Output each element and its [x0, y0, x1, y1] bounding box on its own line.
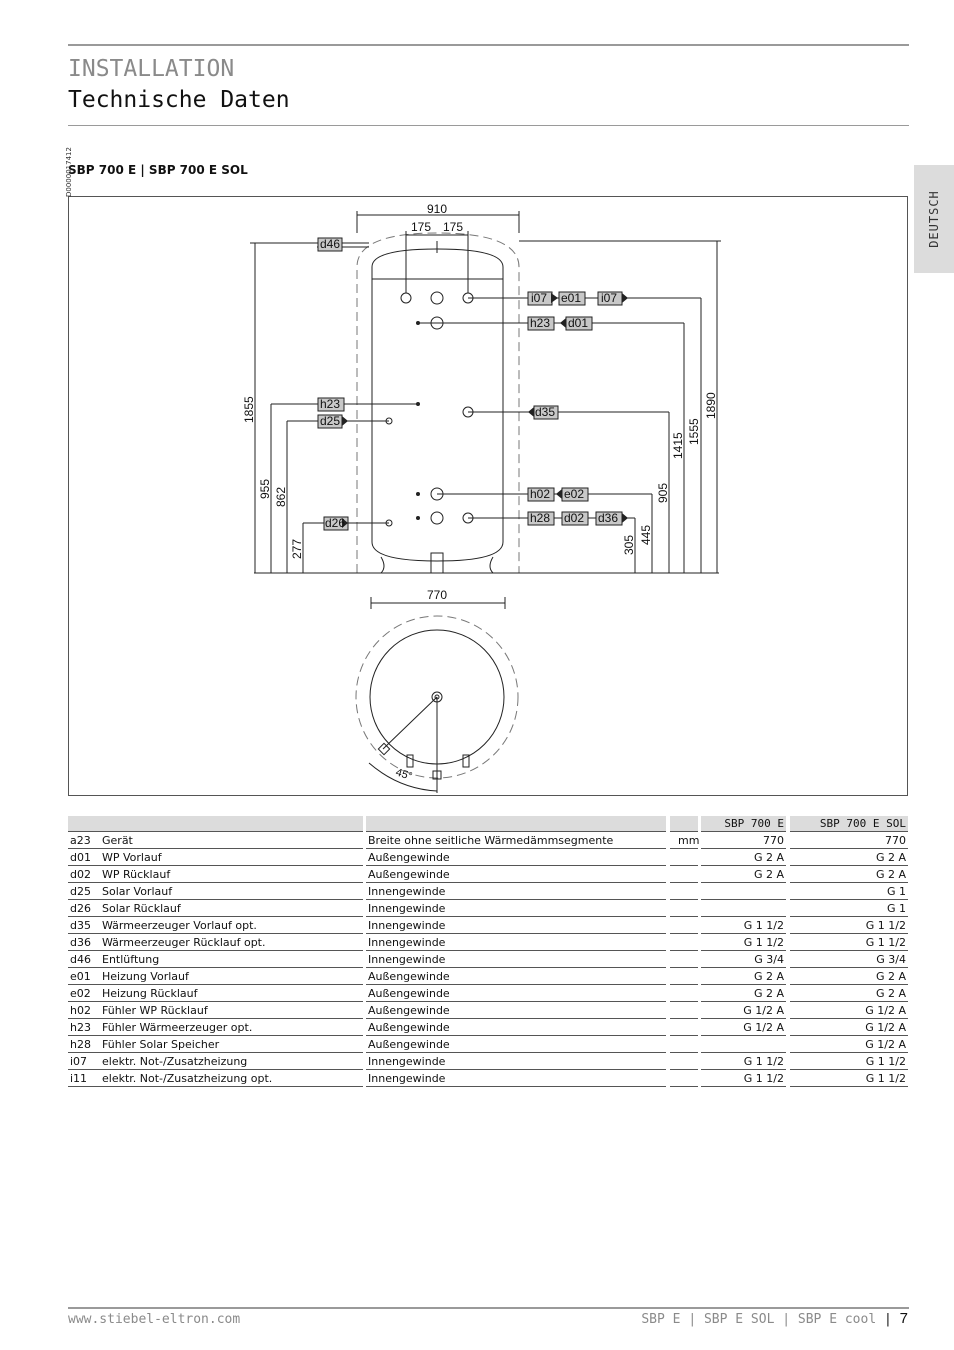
- table-row: [68, 884, 908, 901]
- section-heading: INSTALLATION: [68, 56, 235, 82]
- row-value-e: G 1/2 A: [701, 1003, 786, 1019]
- header-col-e: SBP 700 E: [701, 816, 786, 832]
- row-description: Innengewinde: [366, 918, 666, 934]
- row-unit: [670, 884, 698, 900]
- row-name: WP Vorlauf: [100, 850, 363, 866]
- row-unit: [670, 935, 698, 951]
- row-value-e: G 1 1/2: [701, 1054, 786, 1070]
- row-name: Wärmeerzeuger Vorlauf opt.: [100, 918, 363, 934]
- dim-277: 277: [290, 538, 304, 559]
- label-e01: e01: [561, 291, 582, 305]
- row-value-e: G 2 A: [701, 867, 786, 883]
- row-value-sol: G 1 1/2: [790, 1071, 908, 1087]
- label-d25: d25: [320, 414, 341, 428]
- row-name: Wärmeerzeuger Rücklauf opt.: [100, 935, 363, 951]
- dim-910: 910: [427, 202, 448, 216]
- row-code: d36: [68, 935, 100, 951]
- table-row: [68, 1020, 908, 1037]
- label-i07-a: i07: [531, 291, 548, 305]
- row-code: e01: [68, 969, 100, 985]
- dim-1415: 1415: [671, 432, 685, 459]
- page-title: Technische Daten: [68, 87, 290, 113]
- row-value-e: 770: [701, 833, 786, 849]
- dim-305: 305: [622, 534, 636, 555]
- row-code: e02: [68, 986, 100, 1002]
- row-name: Heizung Vorlauf: [100, 969, 363, 985]
- row-unit: mm: [670, 833, 698, 849]
- row-code: d26: [68, 901, 100, 917]
- row-code: a23: [68, 833, 100, 849]
- row-value-sol: G 1 1/2: [790, 935, 908, 951]
- table-row: [68, 850, 908, 867]
- header-blank-1: [68, 816, 363, 832]
- row-code: i11: [68, 1071, 100, 1087]
- row-unit: [670, 952, 698, 968]
- connection-circles: [386, 292, 473, 526]
- row-value-sol: G 1: [790, 901, 908, 917]
- row-description: Außengewinde: [366, 850, 666, 866]
- row-description: Außengewinde: [366, 969, 666, 985]
- row-code: d35: [68, 918, 100, 934]
- row-unit: [670, 1037, 698, 1053]
- row-value-e: G 1 1/2: [701, 1071, 786, 1087]
- label-d26: d26: [325, 516, 346, 530]
- label-h02: h02: [530, 487, 551, 501]
- row-value-sol: 770: [790, 833, 908, 849]
- dim-175-a: 175: [411, 220, 432, 234]
- row-value-e: G 1 1/2: [701, 918, 786, 934]
- dim-175-b: 175: [443, 220, 464, 234]
- header-bottom-rule: [68, 125, 909, 126]
- table-row: [68, 833, 908, 850]
- row-unit: [670, 986, 698, 1002]
- label-d46: d46: [320, 237, 341, 251]
- row-description: Außengewinde: [366, 1037, 666, 1053]
- row-name: Heizung Rücklauf: [100, 986, 363, 1002]
- row-value-sol: G 2 A: [790, 969, 908, 985]
- row-name: WP Rücklauf: [100, 867, 363, 883]
- row-name: Solar Vorlauf: [100, 884, 363, 900]
- label-d36: d36: [598, 511, 619, 525]
- label-d35: d35: [535, 405, 556, 419]
- row-value-sol: G 2 A: [790, 867, 908, 883]
- model-heading: SBP 700 E | SBP 700 E SOL: [68, 163, 248, 177]
- row-value-sol: G 2 A: [790, 986, 908, 1002]
- row-name: Fühler WP Rücklauf: [100, 1003, 363, 1019]
- row-unit: [670, 1054, 698, 1070]
- row-value-sol: G 1/2 A: [790, 1003, 908, 1019]
- row-code: d25: [68, 884, 100, 900]
- row-value-e: [701, 884, 786, 900]
- row-description: Außengewinde: [366, 1020, 666, 1036]
- row-name: elektr. Not-/Zusatzheizung: [100, 1054, 363, 1070]
- table-row: [68, 1003, 908, 1020]
- row-value-sol: G 3/4: [790, 952, 908, 968]
- table-row: [68, 901, 908, 918]
- spec-table: [68, 816, 908, 1088]
- table-row: [68, 952, 908, 969]
- row-description: Innengewinde: [366, 884, 666, 900]
- row-unit: [670, 867, 698, 883]
- row-name: Fühler Solar Speicher: [100, 1037, 363, 1053]
- row-name: Fühler Wärmeerzeuger opt.: [100, 1020, 363, 1036]
- dim-1890: 1890: [704, 392, 718, 419]
- footer-models: [641, 1310, 908, 1327]
- dim-862: 862: [274, 486, 288, 507]
- row-description: Außengewinde: [366, 1003, 666, 1019]
- dim-955: 955: [258, 478, 272, 499]
- tank-feet: [381, 553, 493, 573]
- row-value-e: G 2 A: [701, 969, 786, 985]
- header-col-sol: SBP 700 E SOL: [790, 816, 908, 832]
- table-row: [68, 1054, 908, 1071]
- row-description: Außengewinde: [366, 986, 666, 1002]
- dim-1555: 1555: [687, 418, 701, 445]
- label-i07-b: i07: [601, 291, 618, 305]
- footer-url: www.stiebel-eltron.com: [68, 1312, 241, 1327]
- header-blank-3: [670, 816, 698, 832]
- row-value-e: G 1 1/2: [701, 935, 786, 951]
- dim-445: 445: [639, 524, 653, 545]
- row-value-sol: G 1/2 A: [790, 1020, 908, 1036]
- table-header: [68, 816, 908, 833]
- label-d02: d02: [564, 511, 585, 525]
- footer-model-list: SBP E | SBP E SOL | SBP E cool: [641, 1312, 877, 1327]
- table-row: [68, 1071, 908, 1088]
- row-value-e: [701, 1037, 786, 1053]
- row-unit: [670, 1020, 698, 1036]
- row-unit: [670, 901, 698, 917]
- language-tab: [914, 165, 954, 273]
- label-h28: h28: [530, 511, 551, 525]
- sensor-dots: [416, 321, 420, 520]
- table-row: [68, 918, 908, 935]
- row-code: h23: [68, 1020, 100, 1036]
- row-description: Innengewinde: [366, 1071, 666, 1087]
- row-description: Innengewinde: [366, 1054, 666, 1070]
- row-code: h28: [68, 1037, 100, 1053]
- row-code: d02: [68, 867, 100, 883]
- row-unit: [670, 969, 698, 985]
- table-row: [68, 1037, 908, 1054]
- row-description: Innengewinde: [366, 935, 666, 951]
- page-number: 7: [899, 1310, 908, 1327]
- row-value-sol: G 1: [790, 884, 908, 900]
- row-value-e: [701, 901, 786, 917]
- row-unit: [670, 918, 698, 934]
- language-tab-label: DEUTSCH: [927, 190, 941, 248]
- row-code: d01: [68, 850, 100, 866]
- row-description: Außengewinde: [366, 867, 666, 883]
- row-code: d46: [68, 952, 100, 968]
- footer-rule: [68, 1307, 909, 1309]
- row-value-e: G 2 A: [701, 986, 786, 1002]
- dim-770: 770: [427, 588, 448, 602]
- label-d01: d01: [568, 316, 589, 330]
- row-value-e: G 3/4: [701, 952, 786, 968]
- row-name: elektr. Not-/Zusatzheizung opt.: [100, 1071, 363, 1087]
- row-value-e: G 2 A: [701, 850, 786, 866]
- dim-angle: 45°: [394, 766, 414, 783]
- top-view: [356, 597, 518, 793]
- row-code: h02: [68, 1003, 100, 1019]
- table-row: [68, 969, 908, 986]
- row-unit: [670, 850, 698, 866]
- row-value-sol: G 1/2 A: [790, 1037, 908, 1053]
- dim-905: 905: [656, 482, 670, 503]
- table-row: [68, 867, 908, 884]
- label-texts: [320, 237, 618, 530]
- row-name: Gerät: [100, 833, 363, 849]
- row-unit: [670, 1071, 698, 1087]
- document-code: D0000017412: [65, 147, 73, 197]
- row-code: i07: [68, 1054, 100, 1070]
- row-description: Innengewinde: [366, 952, 666, 968]
- row-description: Innengewinde: [366, 901, 666, 917]
- header-top-rule: [68, 44, 909, 46]
- row-value-sol: G 2 A: [790, 850, 908, 866]
- dimension-texts: [242, 202, 718, 783]
- leader-lines: [250, 211, 721, 573]
- label-h23-right: h23: [530, 316, 551, 330]
- row-value-e: G 1/2 A: [701, 1020, 786, 1036]
- header-blank-2: [366, 816, 666, 832]
- row-name: Solar Rücklauf: [100, 901, 363, 917]
- label-e02: e02: [564, 487, 585, 501]
- row-value-sol: G 1 1/2: [790, 1054, 908, 1070]
- footer-separator: |: [876, 1312, 900, 1327]
- table-row: [68, 986, 908, 1003]
- row-description: Breite ohne seitliche Wärmedämmsegmente: [366, 833, 666, 849]
- table-body: [68, 833, 908, 1088]
- row-unit: [670, 1003, 698, 1019]
- label-h23-left: h23: [320, 397, 341, 411]
- row-name: Entlüftung: [100, 952, 363, 968]
- dim-1855: 1855: [242, 396, 256, 423]
- row-value-sol: G 1 1/2: [790, 918, 908, 934]
- table-row: [68, 935, 908, 952]
